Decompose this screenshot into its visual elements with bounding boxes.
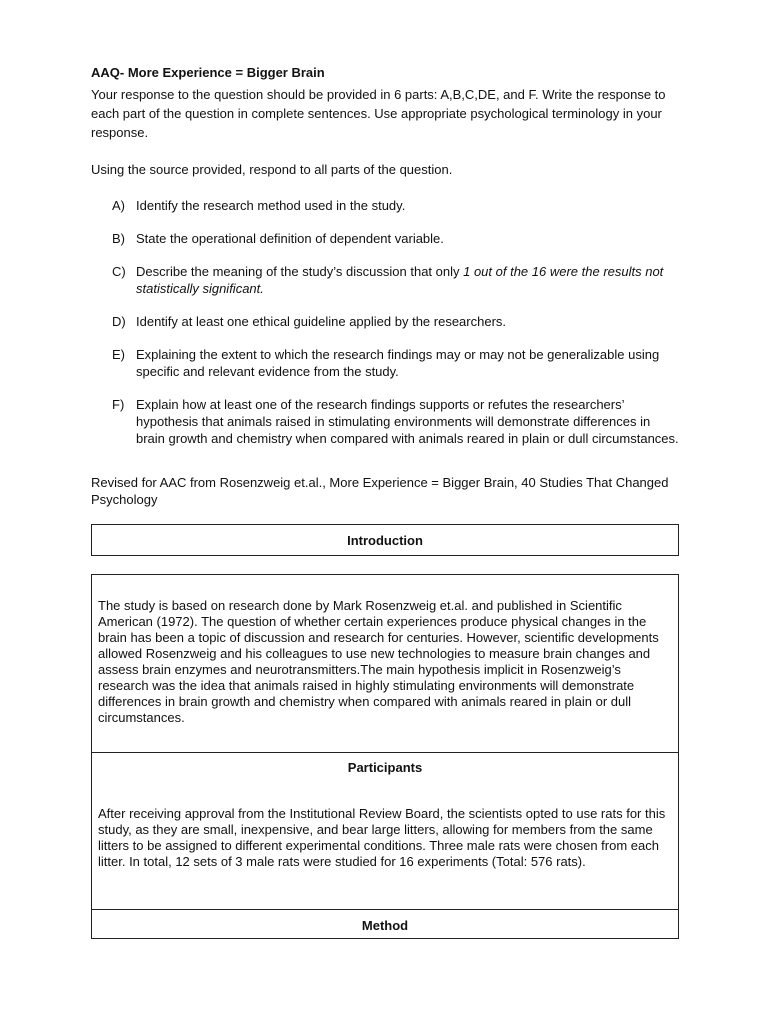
question-text: Identify at least one ethical guideline applied by the researchers. (136, 314, 507, 329)
participants-text: After receiving approval from the Institutional Review Board, the scientists opted to use rats for this study, as they are small, inexpensive, and bear large litters, allowing for members from the same litters to be assigned to different experimental conditions. Three male rats were chosen from each litter. In total, 12 sets of 3 male rats were studied for 16 experiments (Total: 576 rats). (98, 806, 666, 869)
question-letter: F) (112, 397, 125, 412)
question-list (112, 197, 682, 447)
question-item (112, 230, 682, 247)
question-text: Explain how at least one of the research findings supports or refutes the researchers’ hypothesis that animals raised in stimulating environments will demonstrate differences in brain growth and chemistry when compared with animals reared in plain or dull circumstances. (136, 397, 679, 446)
question-letter: B) (112, 231, 125, 246)
question-text: Explaining the extent to which the research findings may or may not be generalizable using specific and relevant evidence from the study. (136, 347, 660, 379)
study-sections-table (91, 574, 679, 939)
question-item (112, 346, 682, 380)
question-text: Identify the research method used in the study. (136, 198, 406, 213)
introduction-heading-box (91, 524, 679, 556)
method-heading: Method (92, 909, 678, 940)
question-item (112, 263, 682, 297)
question-letter: C) (112, 264, 126, 279)
participants-heading: Participants (92, 752, 678, 782)
question-letter: E) (112, 347, 125, 362)
reference-citation: Revised for AAC from Rosenzweig et.al., More Experience = Bigger Brain, 40 Studies That Changed Psychology (91, 475, 669, 507)
question-text: Describe the meaning of the study’s discussion that only (136, 264, 464, 279)
introduction-text: The study is based on research done by Mark Rosenzweig et.al. and published in Scientific American (1972). The question of whether certain experiences produce physical changes in the brain has been a topic of discussion and research for centuries. However, scientific developments allowed Rosenzweig and his colleagues to use new technologies to measure brain changes and assess brain enzymes and neurotransmitters.The main hypothesis implicit in Rosenzweig’s research was the idea that animals raised in highly stimulating environments will demonstrate differences in brain growth and chemistry when compared with animals reared in plain or dull circumstances. (98, 598, 659, 725)
question-letter: A) (112, 198, 125, 213)
question-text: State the operational definition of dependent variable. (136, 231, 444, 246)
question-italic-text: 1 out of the 16 were the results not statistically significant. (136, 264, 664, 296)
question-letter: D) (112, 314, 126, 329)
question-item (112, 396, 682, 447)
question-item (112, 313, 682, 330)
instructions-paragraph: Your response to the question should be provided in 6 parts: A,B,C,DE, and F. Write the response to each part of the question in complete sentences. Use appropriate psychological terminology in your response. (91, 87, 666, 140)
introduction-heading: Introduction (347, 532, 423, 548)
question-item (112, 197, 682, 214)
source-prompt: Using the source provided, respond to all parts of the question. (91, 162, 453, 177)
document-title: AAQ- More Experience = Bigger Brain (91, 65, 325, 80)
